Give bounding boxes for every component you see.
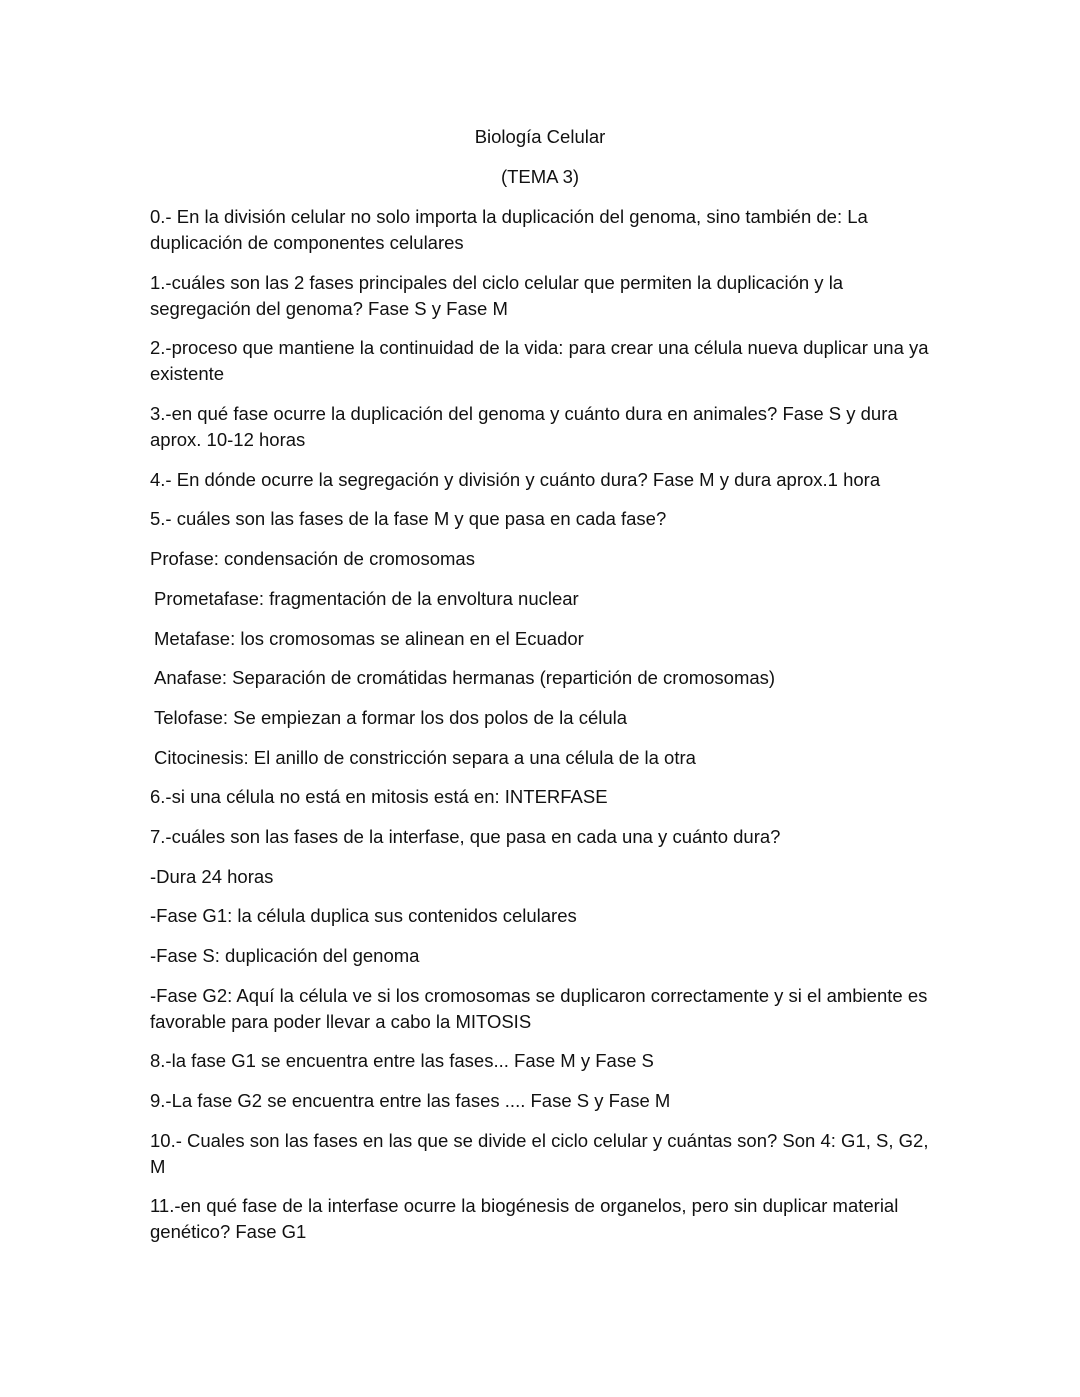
question-8: 8.-la fase G1 se encuentra entre las fases... Fase M y Fase S <box>150 1050 654 1072</box>
document-page <box>150 124 930 1259</box>
phase-anafase: Anafase: Separación de cromátidas hermanas (repartición de cromosomas) <box>154 667 776 689</box>
interfase-g1: -Fase G1: la célula duplica sus contenidos celulares <box>150 905 577 927</box>
interfase-g2: -Fase G2: Aquí la célula ve si los cromosomas se duplicaron correctamente y si el ambiente es favorable para poder llevar a cabo la MITOSIS <box>150 984 928 1032</box>
question-2: 2.-proceso que mantiene la continuidad de la vida: para crear una célula nueva duplicar una ya existente <box>150 337 929 385</box>
question-0: 0.- En la división celular no solo importa la duplicación del genoma, sino también de: La duplicación de componentes celulares <box>150 206 868 253</box>
question-5: 5.- cuáles son las fases de la fase M y que pasa en cada fase? <box>150 508 667 530</box>
phase-profase: Profase: condensación de cromosomas <box>150 548 475 570</box>
question-9: 9.-La fase G2 se encuentra entre las fases .... Fase S y Fase M <box>150 1090 671 1112</box>
question-10: 10.- Cuales son las fases en las que se divide el ciclo celular y cuántas son? Son 4: G1, S, G2, M <box>150 1129 929 1177</box>
document-subtitle: (TEMA 3) <box>500 166 580 187</box>
phase-telofase: Telofase: Se empiezan a formar los dos polos de la célula <box>154 706 628 728</box>
question-6: 6.-si una célula no está en mitosis está en: INTERFASE <box>150 786 608 808</box>
question-11: 11.-en qué fase de la interfase ocurre la biogénesis de organelos, pero sin duplicar material genético? Fase G1 <box>150 1195 899 1243</box>
question-7: 7.-cuáles son las fases de la interfase, que pasa en cada una y cuánto dura? <box>150 825 781 847</box>
question-3: 3.-en qué fase ocurre la duplicación del genoma y cuánto dura en animales? Fase S y dura aprox. 10-12 horas <box>150 403 898 451</box>
interfase-s: -Fase S: duplicación del genoma <box>150 945 420 966</box>
phase-prometafase: Prometafase: fragmentación de la envoltura nuclear <box>154 587 579 609</box>
phase-citocinesis: Citocinesis: El anillo de constricción separa a una célula de la otra <box>154 746 696 768</box>
question-1: 1.-cuáles son las 2 fases principales del ciclo celular que permiten la duplicación y la segregación del genoma? Fase S y Fase M <box>150 271 844 319</box>
question-4: 4.- En dónde ocurre la segregación y división y cuánto dura? Fase M y dura aprox.1 hora <box>150 468 881 490</box>
interfase-duration: -Dura 24 horas <box>150 865 274 887</box>
document-title: Biología Celular <box>474 126 606 147</box>
phase-metafase: Metafase: los cromosomas se alinean en el Ecuador <box>154 627 584 649</box>
